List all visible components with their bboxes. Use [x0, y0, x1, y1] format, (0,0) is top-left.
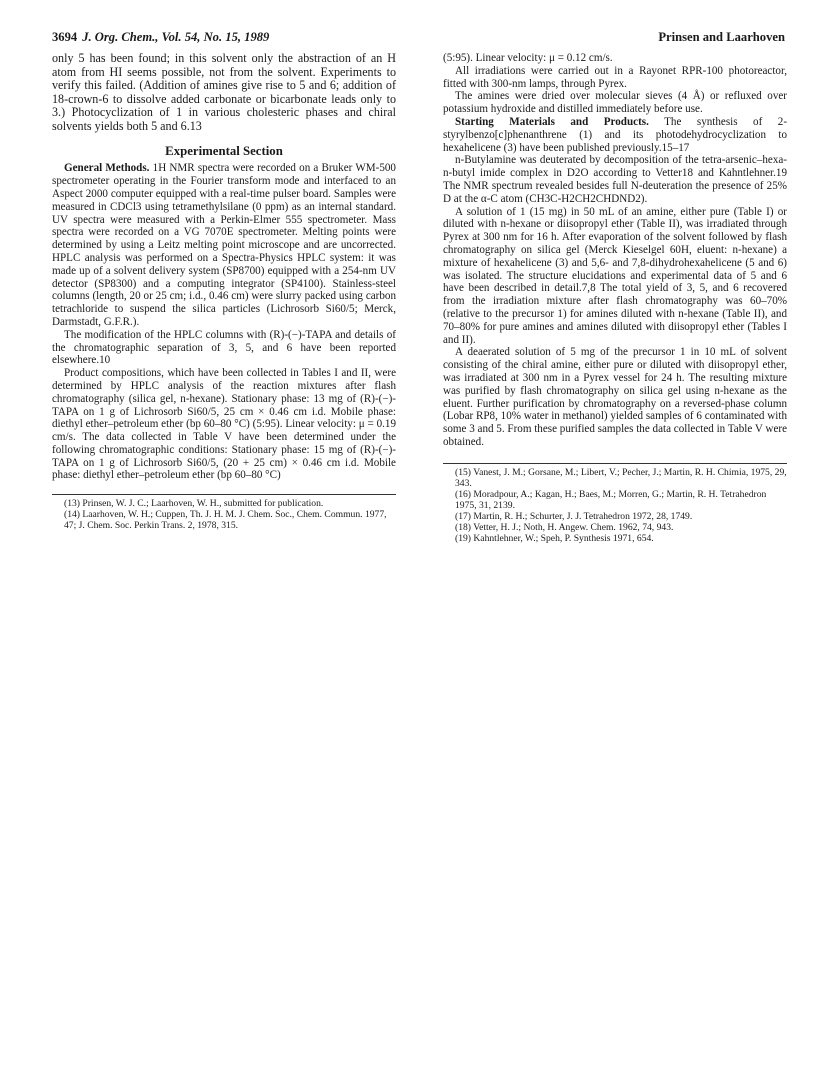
- general-methods-paragraph: [52, 162, 396, 328]
- general-methods-text: 1H NMR spectra were recorded on a Bruker WM-500 spectrometer operating in the Fourier transform mode and interfaced to an Aspect 2000 computer equipped with a real-time pulser board. Samples were measured in CDCl3 using tetramethylsilane (0 ppm) as an internal standard. UV spectra were measured with a Perkin-Elmer 555 spectrometer. Mass spectra were recorded on a VG 7070E spectrometer. Melting points were determined by using a Leitz melting point microscope and are uncorrected. HPLC analysis was performed on a Spectra-Physics HPLC system: it was made up of a solvent delivery system (SP8700) equipped with a 254-nm UV detector (SP8300) and a computing integrator (SP4100). Stainless-steel columns (length, 20 or 25 cm; i.d., 0.46 cm) were slurry packed using carbon tetrachloride to suspend the silica particles (Lichrosorb Si60/5; Merck, Darmstadt, G.F.R.).: [52, 162, 396, 328]
- left-column: [52, 52, 396, 531]
- footnote-rule: [52, 494, 396, 495]
- page-number: 3694: [52, 30, 78, 44]
- irradiations-paragraph: All irradiations were carried out in a Rayonet RPR-100 photoreactor, fitted with 300-nm lamps, through Pyrex.: [443, 64, 787, 90]
- footnote-14: (14) Laarhoven, W. H.; Cuppen, Th. J. H. M. J. Chem. Soc., Chem. Commun. 1977, 47; J. Chem. Soc. Perkin Trans. 2, 1978, 315.: [64, 509, 387, 532]
- intro-paragraph: only 5 has been found; in this solvent only the abstraction of an H atom from HI seems possible, not from the solvent. Experiments to verify this failed. (Addition of amines give rise to 5 and 6; addition of 18-crown-6 to dissolve added carbonate or bicarbonate leads only to 3.) Photocyclization of 1 in various cholesteric phases and chiral solvents yields both 5 and 6.13: [52, 51, 396, 133]
- solution-paragraph: A solution of 1 (15 mg) in 50 mL of an amine, either pure (Table I) or diluted with n-hexane or diisopropyl ether (Table II), was irradiated through Pyrex at 300 nm for 16 h. After evaporation of the solvent followed by flash chromatography on silica gel (Merck Kieselgel 60H, eluent: n-hexane) a mixture of hexahelicene (3) and 5,6- and 7,8-dihydrohexahelicene (5 and 6) was isolated. The structure elucidations and experimental data of 5 and 6 have been described in detail.7,8 The total yield of 3, 5, and 6 recovered from the irradiation mixture after flash chromatography was 60–70% (relative to the precursor 1) for amines diluted with n-hexane (Table II), and 70–80% for pure amines and amines diluted with diisopropyl ether (Tables I and II).: [443, 205, 787, 346]
- footnote-17: (17) Martin, R. H.; Schurter, J. J. Tetrahedron 1972, 28, 1749.: [455, 510, 693, 522]
- section-title: Experimental Section: [165, 143, 283, 158]
- general-methods-heading: General Methods.: [64, 162, 150, 175]
- footnotes-right: [443, 467, 787, 544]
- footnote-13: (13) Prinsen, W. J. C.; Laarhoven, W. H., submitted for publication.: [64, 498, 324, 510]
- deaerated-solution-paragraph: A deaerated solution of 5 mg of the precursor 1 in 10 mL of solvent consisting of the chiral amine, either pure or diluted with diisopropyl ether, was irradiated at 300 nm in a Pyrex vessel for 24 h. The resulting mixture was purified by flash chromatography on silica gel using n-hexane as the eluent. Further purification by chromatography on a reversed-phase column (Lobar RP8, 10% water in methanol) yielded samples of 6 contaminated with some 3 and 5. From these purified samples the data collected in Table V were obtained.: [443, 346, 787, 448]
- running-head-left: [52, 29, 269, 45]
- footnote-18: (18) Vetter, H. J.; Noth, H. Angew. Chem. 1962, 74, 943.: [455, 521, 674, 533]
- footnote-15: (15) Vanest, J. M.; Gorsane, M.; Libert, V.; Pecher, J.; Martin, R. H. Chimia, 1975, 29, 343.: [455, 466, 787, 489]
- running-head-authors: Prinsen and Laarhoven: [658, 30, 785, 44]
- footnote-16: (16) Moradpour, A.; Kagan, H.; Baes, M.; Morren, G.; Martin, R. H. Tetrahedron 1975, 31, 2139.: [455, 488, 767, 511]
- amines-dried-paragraph: The amines were dried over molecular sieves (4 Å) or refluxed over potassium hydroxide and distilled immediately before use.: [443, 90, 787, 116]
- footnote-rule: [443, 463, 787, 464]
- footnotes-left: [52, 498, 396, 531]
- hplc-modification-paragraph: The modification of the HPLC columns with (R)-(−)-TAPA and details of the chromatographic separation of 3, 5, and 6 have been reported elsewhere.10: [52, 328, 396, 367]
- starting-materials-text: The synthesis of 2-styrylbenzo[c]phenanthrene (1) and its photodehydrocyclization to hexahelicene (3) have been published previously.15–17: [443, 115, 788, 154]
- linear-velocity-continuation: (5:95). Linear velocity: μ = 0.12 cm/s.: [443, 52, 613, 64]
- starting-materials-paragraph: [443, 116, 787, 154]
- butylamine-paragraph: n-Butylamine was deuterated by decomposition of the tetra-arsenic–hexa-n-butyl imide complex in D2O according to Vetter18 and Kahntlehner.19 The NMR spectrum revealed besides full N-deuteration the presence of 25% D at the α-C atom (CH3C-H2CH2CHDND2).: [443, 154, 787, 205]
- footnote-19: (19) Kahntlehner, W.; Speh, P. Synthesis 1971, 654.: [455, 532, 654, 544]
- right-column: [443, 52, 787, 544]
- starting-materials-heading: Starting Materials and Products.: [455, 115, 649, 128]
- product-compositions-paragraph: Product compositions, which have been collected in Tables I and II, were determined by HPLC analysis of the reaction mixtures after flash chromatography (silica gel, n-hexane). Stationary phase: 13 mg of (R)-(−)-TAPA on 1 g of Lichrosorb Si60/5, 25 cm × 0.46 cm i.d. Mobile phase: diethyl ether–petroleum ether (bp 60–80 °C) (5:95). Linear velocity: μ = 0.19 cm/s. The data collected in Table V have been determined under the following chromatographic conditions: Stationary phase: 15 mg of (R)-(−)-TAPA on 1 g of Lichrosorb Si60/5, (20 + 25 cm) × 0.46 cm i.d. Mobile phase: diethyl ether–petroleum ether (bp 60–80 °C): [52, 367, 396, 482]
- journal-citation: J. Org. Chem., Vol. 54, No. 15, 1989: [82, 30, 270, 44]
